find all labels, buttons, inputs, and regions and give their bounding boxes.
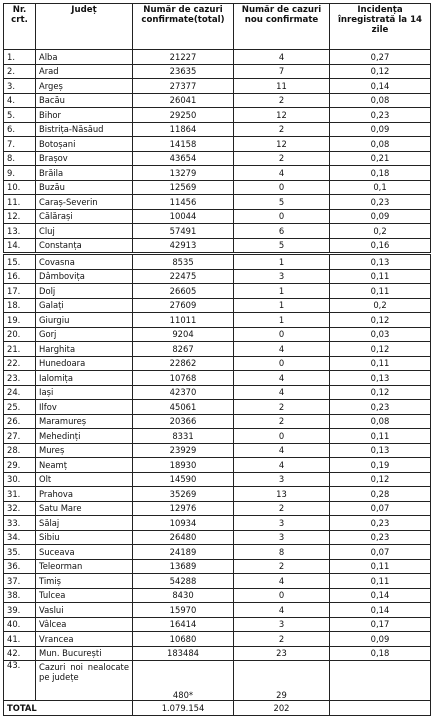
cell-total: 11864 — [133, 122, 234, 137]
table-row — [4, 646, 431, 661]
cell-noi: 0 — [234, 327, 330, 342]
table-row — [4, 356, 431, 371]
table-row-total — [4, 701, 431, 716]
cell-total: 15970 — [133, 603, 234, 618]
cell-incidenta: 0,11 — [330, 574, 431, 589]
cell-judet: Botoșani — [36, 137, 133, 152]
cell-incidenta: 0,21 — [330, 151, 431, 166]
cell-judet: Caraș-Severin — [36, 195, 133, 210]
total-noi: 202 — [234, 701, 330, 716]
cell-nr: 42. — [4, 646, 36, 661]
table-row-unallocated — [4, 661, 431, 701]
cell-nr: 16. — [4, 269, 36, 284]
cell-noi: 0 — [234, 180, 330, 195]
cell-incidenta: 0,14 — [330, 603, 431, 618]
cell-judet: Bistrița-Năsăud — [36, 122, 133, 137]
cell-total: 26041 — [133, 93, 234, 108]
cell-incidenta: 0,1 — [330, 180, 431, 195]
cell-judet: Covasna — [36, 255, 133, 270]
cell-total: 43654 — [133, 151, 234, 166]
cell-noi: 4 — [234, 458, 330, 473]
cell-total: 27377 — [133, 79, 234, 94]
cell-judet: Argeș — [36, 79, 133, 94]
cell-nr: 39. — [4, 603, 36, 618]
table-row — [4, 371, 431, 386]
table-row — [4, 79, 431, 94]
cell-judet: Giurgiu — [36, 313, 133, 328]
cell-incidenta: 0,23 — [330, 516, 431, 531]
table-row — [4, 108, 431, 123]
cell-nr: 14. — [4, 238, 36, 253]
cell-nr: 22. — [4, 356, 36, 371]
table-row — [4, 50, 431, 65]
table-row — [4, 298, 431, 313]
header-noi: Număr de cazuri nou confirmate — [234, 4, 330, 50]
cell-incidenta: 0,03 — [330, 327, 431, 342]
header-total: Număr de cazuri confirmate(total) — [133, 4, 234, 50]
cell-judet: Constanța — [36, 238, 133, 253]
cell-judet: Maramureș — [36, 414, 133, 429]
table-part-1 — [3, 3, 431, 253]
table-row — [4, 617, 431, 632]
table-row — [4, 458, 431, 473]
cell-total: 16414 — [133, 617, 234, 632]
table-row — [4, 166, 431, 181]
cell-nr: 24. — [4, 385, 36, 400]
cell-incidenta: 0,23 — [330, 108, 431, 123]
cell-incidenta: 0,07 — [330, 501, 431, 516]
cell-nr: 27. — [4, 429, 36, 444]
cell-total: 45061 — [133, 400, 234, 415]
cell-judet: Mehedinți — [36, 429, 133, 444]
table-row — [4, 195, 431, 210]
total-cazuri: 1.079.154 — [133, 701, 234, 716]
cell-noi: 4 — [234, 443, 330, 458]
cell-total: 42370 — [133, 385, 234, 400]
cell-noi: 5 — [234, 238, 330, 253]
cell-total: 12976 — [133, 501, 234, 516]
cell-incidenta — [330, 661, 431, 701]
cell-noi: 0 — [234, 209, 330, 224]
table-row — [4, 472, 431, 487]
cell-incidenta: 0,11 — [330, 429, 431, 444]
cell-nr: 26. — [4, 414, 36, 429]
cell-judet: Vâlcea — [36, 617, 133, 632]
table-row — [4, 429, 431, 444]
cell-nr: 4. — [4, 93, 36, 108]
cell-total: 10680 — [133, 632, 234, 647]
total-label: TOTAL — [4, 701, 133, 716]
cell-judet: Harghita — [36, 342, 133, 357]
cell-judet: Timiș — [36, 574, 133, 589]
cell-total: 11011 — [133, 313, 234, 328]
cell-judet: Călărași — [36, 209, 133, 224]
cell-total: 11456 — [133, 195, 234, 210]
table-row — [4, 385, 431, 400]
cell-incidenta: 0,09 — [330, 209, 431, 224]
cell-nr: 2. — [4, 64, 36, 79]
cell-judet: Galați — [36, 298, 133, 313]
cell-noi: 12 — [234, 108, 330, 123]
cell-total: 13689 — [133, 559, 234, 574]
table-row — [4, 151, 431, 166]
cell-judet: Ilfov — [36, 400, 133, 415]
cell-nr: 32. — [4, 501, 36, 516]
cell-noi: 29 — [234, 661, 330, 701]
cell-incidenta: 0,28 — [330, 487, 431, 502]
cell-incidenta: 0,07 — [330, 545, 431, 560]
cell-nr: 35. — [4, 545, 36, 560]
cell-incidenta: 0,09 — [330, 632, 431, 647]
cell-judet: Teleorman — [36, 559, 133, 574]
cell-noi: 4 — [234, 371, 330, 386]
cell-noi: 2 — [234, 122, 330, 137]
table-row — [4, 443, 431, 458]
cell-noi: 2 — [234, 93, 330, 108]
cell-total: 8535 — [133, 255, 234, 270]
cell-total: 10044 — [133, 209, 234, 224]
cell-noi: 3 — [234, 516, 330, 531]
cell-total: 183484 — [133, 646, 234, 661]
cell-total: 35269 — [133, 487, 234, 502]
cell-incidenta: 0,18 — [330, 166, 431, 181]
cell-noi: 3 — [234, 530, 330, 545]
cell-total: 23929 — [133, 443, 234, 458]
cell-noi: 3 — [234, 617, 330, 632]
cell-noi: 4 — [234, 166, 330, 181]
cell-incidenta: 0,11 — [330, 559, 431, 574]
cell-judet: Brașov — [36, 151, 133, 166]
cell-judet: Suceava — [36, 545, 133, 560]
cell-incidenta: 0,08 — [330, 93, 431, 108]
cell-incidenta: 0,08 — [330, 137, 431, 152]
cell-incidenta: 0,19 — [330, 458, 431, 473]
table-row — [4, 574, 431, 589]
cell-incidenta: 0,14 — [330, 79, 431, 94]
cell-noi: 2 — [234, 559, 330, 574]
table-row — [4, 342, 431, 357]
cell-incidenta: 0,12 — [330, 385, 431, 400]
cell-total: 10934 — [133, 516, 234, 531]
cell-nr: 41. — [4, 632, 36, 647]
cell-noi: 12 — [234, 137, 330, 152]
cell-total: 29250 — [133, 108, 234, 123]
cell-nr: 10. — [4, 180, 36, 195]
table-row — [4, 487, 431, 502]
cell-total: 20366 — [133, 414, 234, 429]
table-row — [4, 327, 431, 342]
cell-nr: 3. — [4, 79, 36, 94]
cell-incidenta: 0,13 — [330, 443, 431, 458]
cell-total: 14158 — [133, 137, 234, 152]
table-row — [4, 209, 431, 224]
cell-noi: 2 — [234, 151, 330, 166]
cell-judet: Cluj — [36, 224, 133, 239]
cell-noi: 6 — [234, 224, 330, 239]
cell-incidenta: 0,11 — [330, 284, 431, 299]
cell-nr: 19. — [4, 313, 36, 328]
total-incidenta — [330, 701, 431, 716]
cell-nr: 7. — [4, 137, 36, 152]
cell-nr: 1. — [4, 50, 36, 65]
table-row — [4, 603, 431, 618]
cell-total: 57491 — [133, 224, 234, 239]
table-row — [4, 530, 431, 545]
cell-noi: 23 — [234, 646, 330, 661]
cell-judet: Gorj — [36, 327, 133, 342]
cell-nr: 9. — [4, 166, 36, 181]
cell-nr: 37. — [4, 574, 36, 589]
cell-incidenta: 0,12 — [330, 64, 431, 79]
cell-noi: 4 — [234, 342, 330, 357]
cell-noi: 0 — [234, 429, 330, 444]
cell-incidenta: 0,27 — [330, 50, 431, 65]
cell-incidenta: 0,23 — [330, 400, 431, 415]
cell-noi: 5 — [234, 195, 330, 210]
cell-nr: 6. — [4, 122, 36, 137]
cell-judet: Sălaj — [36, 516, 133, 531]
cell-nr: 18. — [4, 298, 36, 313]
cell-nr: 34. — [4, 530, 36, 545]
cell-total: 42913 — [133, 238, 234, 253]
cell-nr: 23. — [4, 371, 36, 386]
cell-total: 24189 — [133, 545, 234, 560]
cell-incidenta: 0,13 — [330, 255, 431, 270]
cell-judet: Dâmbovița — [36, 269, 133, 284]
table-row — [4, 588, 431, 603]
cell-incidenta: 0,18 — [330, 646, 431, 661]
table-row — [4, 632, 431, 647]
cell-total: 10768 — [133, 371, 234, 386]
cell-total: 18930 — [133, 458, 234, 473]
cell-noi: 1 — [234, 298, 330, 313]
cell-judet: Bacău — [36, 93, 133, 108]
cell-total: 12569 — [133, 180, 234, 195]
cell-nr: 11. — [4, 195, 36, 210]
cell-judet: Alba — [36, 50, 133, 65]
cell-nr: 5. — [4, 108, 36, 123]
cell-judet: Buzău — [36, 180, 133, 195]
cell-noi: 4 — [234, 574, 330, 589]
table-row — [4, 545, 431, 560]
cell-noi: 7 — [234, 64, 330, 79]
cell-total: 27609 — [133, 298, 234, 313]
cell-total: 26480 — [133, 530, 234, 545]
cell-judet: Bihor — [36, 108, 133, 123]
cell-total: 13279 — [133, 166, 234, 181]
cell-noi: 0 — [234, 356, 330, 371]
cell-nr: 30. — [4, 472, 36, 487]
cell-noi: 3 — [234, 472, 330, 487]
table-row — [4, 64, 431, 79]
cell-nr: 38. — [4, 588, 36, 603]
cell-judet: Mureș — [36, 443, 133, 458]
cell-incidenta: 0,16 — [330, 238, 431, 253]
cell-incidenta: 0,12 — [330, 472, 431, 487]
table-row — [4, 284, 431, 299]
cell-nr: 28. — [4, 443, 36, 458]
cell-judet: Mun. București — [36, 646, 133, 661]
cell-judet: Tulcea — [36, 588, 133, 603]
header-incidenta: Incidența înregistrată la 14 zile — [330, 4, 431, 50]
cell-nr: 43. — [4, 661, 36, 701]
cell-nr: 12. — [4, 209, 36, 224]
cell-judet: Cazuri noi nealocate pe județe — [36, 661, 133, 701]
cell-judet: Hunedoara — [36, 356, 133, 371]
table-row — [4, 501, 431, 516]
cell-total: 22475 — [133, 269, 234, 284]
cell-judet: Neamț — [36, 458, 133, 473]
cell-nr: 21. — [4, 342, 36, 357]
cell-nr: 17. — [4, 284, 36, 299]
cell-total: 8430 — [133, 588, 234, 603]
cell-total: 23635 — [133, 64, 234, 79]
cell-total: 26605 — [133, 284, 234, 299]
cell-total: 21227 — [133, 50, 234, 65]
cell-judet: Vaslui — [36, 603, 133, 618]
cell-nr: 20. — [4, 327, 36, 342]
table-row — [4, 400, 431, 415]
cell-incidenta: 0,13 — [330, 371, 431, 386]
cell-noi: 3 — [234, 269, 330, 284]
cell-nr: 31. — [4, 487, 36, 502]
cell-incidenta: 0,09 — [330, 122, 431, 137]
cell-incidenta: 0,23 — [330, 195, 431, 210]
cell-noi: 2 — [234, 501, 330, 516]
cell-judet: Vrancea — [36, 632, 133, 647]
cell-judet: Sibiu — [36, 530, 133, 545]
cell-incidenta: 0,17 — [330, 617, 431, 632]
cell-judet: Dolj — [36, 284, 133, 299]
cell-nr: 36. — [4, 559, 36, 574]
cell-nr: 40. — [4, 617, 36, 632]
cell-total: 8267 — [133, 342, 234, 357]
cell-judet: Olt — [36, 472, 133, 487]
cell-total: 14590 — [133, 472, 234, 487]
cell-nr: 15. — [4, 255, 36, 270]
cell-incidenta: 0,11 — [330, 269, 431, 284]
cell-noi: 1 — [234, 255, 330, 270]
table-row — [4, 238, 431, 253]
cell-nr: 33. — [4, 516, 36, 531]
cell-total: 9204 — [133, 327, 234, 342]
cell-nr: 8. — [4, 151, 36, 166]
cell-noi: 4 — [234, 603, 330, 618]
cell-total: 22862 — [133, 356, 234, 371]
header-judet: Județ — [36, 4, 133, 50]
cell-incidenta: 0,14 — [330, 588, 431, 603]
cell-incidenta: 0,12 — [330, 342, 431, 357]
cell-noi: 11 — [234, 79, 330, 94]
table-row — [4, 559, 431, 574]
cell-judet: Prahova — [36, 487, 133, 502]
cell-incidenta: 0,08 — [330, 414, 431, 429]
table-row — [4, 269, 431, 284]
table-row — [4, 255, 431, 270]
cell-noi: 4 — [234, 385, 330, 400]
cell-total: 8331 — [133, 429, 234, 444]
cell-noi: 13 — [234, 487, 330, 502]
table-row — [4, 224, 431, 239]
cell-incidenta: 0,23 — [330, 530, 431, 545]
cell-nr: 13. — [4, 224, 36, 239]
table-row — [4, 137, 431, 152]
cell-noi: 2 — [234, 414, 330, 429]
cell-judet: Arad — [36, 64, 133, 79]
cell-judet: Satu Mare — [36, 501, 133, 516]
table-row — [4, 122, 431, 137]
cell-noi: 2 — [234, 400, 330, 415]
table-row — [4, 414, 431, 429]
table-row — [4, 516, 431, 531]
header-nr: Nr. crt. — [4, 4, 36, 50]
header-row — [4, 4, 431, 50]
table-row — [4, 313, 431, 328]
cell-incidenta: 0,2 — [330, 298, 431, 313]
cell-noi: 1 — [234, 284, 330, 299]
cell-incidenta: 0,12 — [330, 313, 431, 328]
table-part-2 — [3, 254, 431, 716]
cell-noi: 8 — [234, 545, 330, 560]
cell-noi: 0 — [234, 588, 330, 603]
cell-incidenta: 0,2 — [330, 224, 431, 239]
cell-judet: Brăila — [36, 166, 133, 181]
table-row — [4, 180, 431, 195]
cell-total: 480* — [133, 661, 234, 701]
cell-noi: 2 — [234, 632, 330, 647]
cell-noi: 4 — [234, 50, 330, 65]
cell-judet: Iași — [36, 385, 133, 400]
table-row — [4, 93, 431, 108]
cell-nr: 29. — [4, 458, 36, 473]
cell-noi: 1 — [234, 313, 330, 328]
cell-nr: 25. — [4, 400, 36, 415]
cell-judet: Ialomița — [36, 371, 133, 386]
cell-total: 54288 — [133, 574, 234, 589]
cell-incidenta: 0,11 — [330, 356, 431, 371]
